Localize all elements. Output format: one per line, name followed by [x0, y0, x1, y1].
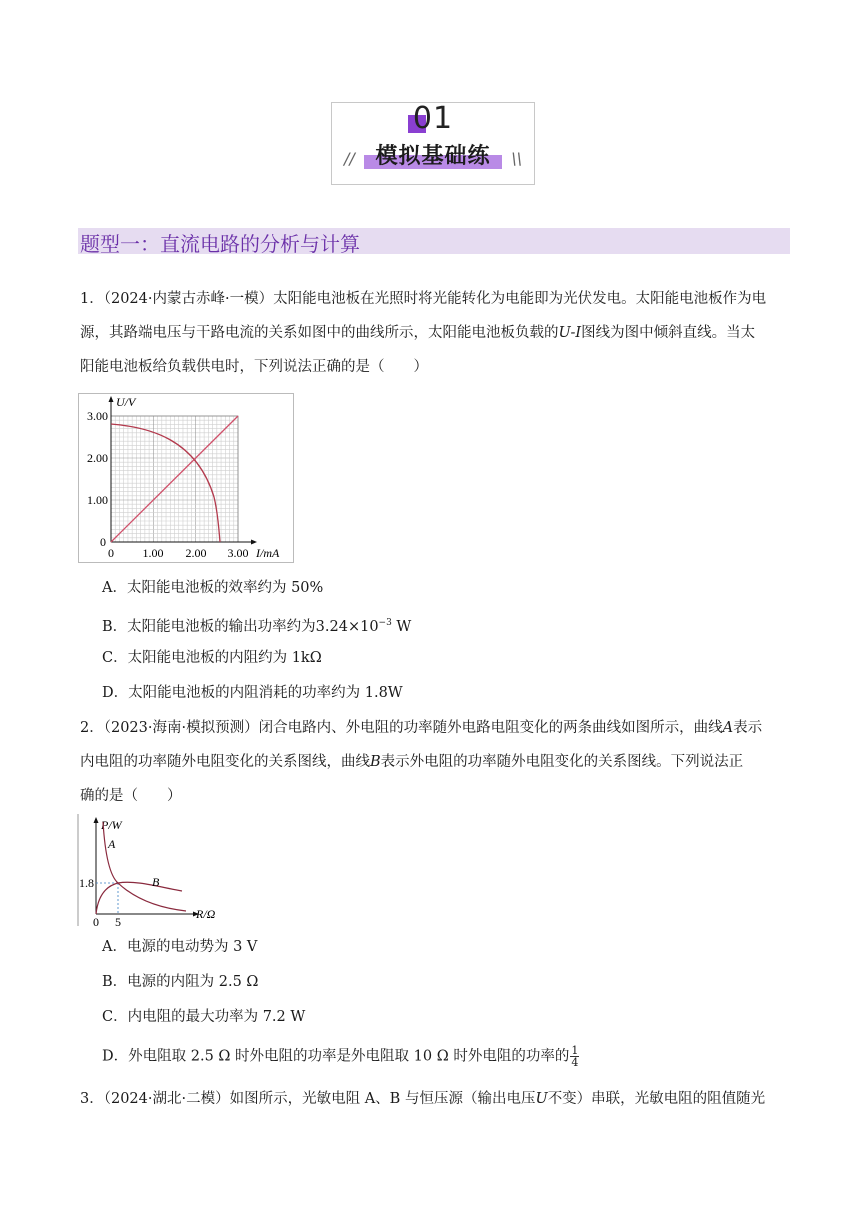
- q2-line-3: 确的是（ ）: [80, 788, 182, 804]
- q2-option-b[interactable]: B．电源的内阻为 2.5 Ω: [102, 974, 259, 990]
- badge-right-mark: \\: [511, 149, 522, 168]
- q1-line-1: 1．（2024·内蒙古赤峰·一模）太阳能电池板在光照时将光能转化为电能即为光伏发电。太阳能电池板作为电: [80, 291, 767, 307]
- section-title: 题型一：直流电路的分析与计算: [80, 232, 360, 256]
- q1-option-c[interactable]: C．太阳能电池板的内阻约为 1kΩ: [102, 650, 322, 666]
- q1-y-tick-0: 0: [100, 535, 106, 549]
- badge-title: 模拟基础练: [375, 144, 491, 169]
- q2-x-axis-label: R/Ω: [196, 907, 216, 921]
- q1-y-tick-1: 1.00: [87, 493, 108, 507]
- section-badge: [331, 102, 535, 185]
- q1-option-d[interactable]: D．太阳能电池板的内阻消耗的功率约为 1.8W: [102, 685, 403, 701]
- q2-option-d-fraction: $\frac{1}{4}$: [571, 1044, 579, 1069]
- q2-y-arrow-icon: [94, 817, 99, 823]
- q1-line-2: 源，其路端电压与干路电流的关系如图中的曲线所示，太阳能电池板负载的U-I图线为图中倾斜直线。当太: [80, 325, 756, 341]
- q1-y-tick-2: 2.00: [87, 451, 108, 465]
- q1-x-tick-3: 3.00: [227, 546, 249, 560]
- q1-x-tick-2: 2.00: [185, 546, 207, 560]
- q2-line-1: 2．（2023·海南·模拟预测）闭合电路内、外电阻的功率随外电路电阻变化的两条曲线如图所示，曲线A表示: [80, 720, 763, 736]
- q2-option-c[interactable]: C．内电阻的最大功率为 7.2 W: [102, 1009, 306, 1025]
- badge-left-mark: //: [344, 149, 355, 168]
- q2-y-tick-1-8: 1.8: [79, 876, 94, 890]
- q2-power-graph: [74, 814, 234, 930]
- badge-number: 01: [412, 101, 454, 136]
- q1-x-tick-0: 0: [108, 546, 114, 560]
- q1-line-3: 阳能电池板给负载供电时，下列说法正确的是（ ）: [80, 359, 428, 375]
- q2-option-d[interactable]: D．外电阻取 2.5 Ω 时外电阻的功率是外电阻取 10 Ω 时外电阻的功率的 $\frac{1}{4}$: [102, 1044, 579, 1069]
- q1-y-tick-3: 3.00: [87, 409, 108, 423]
- q1-y-axis-label: U/V: [116, 395, 136, 409]
- q2-label-a: A: [108, 837, 116, 851]
- q1-ui-graph: [78, 393, 294, 563]
- q1-x-axis-label: I/mA: [256, 546, 280, 560]
- q1-option-a[interactable]: A．太阳能电池板的效率约为 50%: [102, 580, 324, 596]
- q2-x-tick-5: 5: [115, 915, 121, 929]
- q1-option-b[interactable]: B．太阳能电池板的输出功率约为$3.24\times 10^{-3}$ W: [102, 618, 412, 635]
- q2-x-tick-0: 0: [93, 915, 99, 929]
- q2-label-b: B: [152, 875, 160, 889]
- section-heading: [78, 228, 790, 254]
- q2-curve-a: [103, 822, 186, 911]
- q2-y-axis-label: P/W: [101, 818, 122, 832]
- q1-x-tick-1: 1.00: [142, 546, 164, 560]
- q2-option-a[interactable]: A．电源的电动势为 3 V: [102, 939, 258, 955]
- q2-line-2: 内电阻的功率随外电阻变化的关系图线，曲线B表示外电阻的功率随外电阻变化的关系图线。下列说法正: [80, 754, 744, 770]
- q3-line-1: 3．（2024·湖北·二模）如图所示，光敏电阻 A、B 与恒压源（输出电压U不变）串联，光敏电阻的阻值随光: [80, 1091, 766, 1107]
